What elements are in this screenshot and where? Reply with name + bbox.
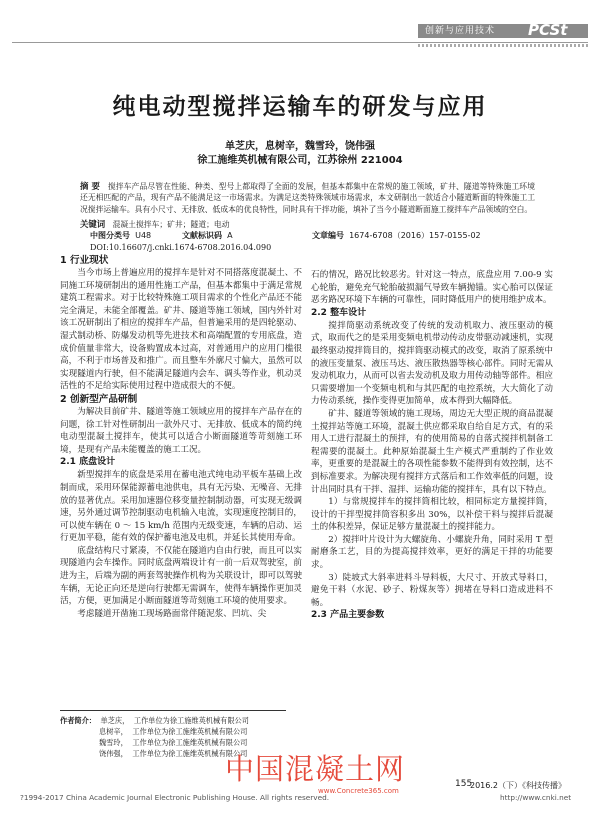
- paragraph: 新型搅拌车的底盘是采用在蓄电池式纯电动平板车基础上改制而成，采用环保能源蓄电池供电，具有无污染、无噪音、无排放的显著优点。采用加速器位移变量控制制动器，可实现无级调速，另外通过调节控制驱动电机输入电流，实现速度控制目的，可以使车辆在 0 ～ 15 km/h 范围内无级变速，车辆的启动、运行更加平稳，能有效的保护蓄电池及电机，并延长其使用寿命。: [60, 470, 302, 544]
- footnote-name: 魏雪玲，: [99, 738, 128, 747]
- footnote-unit: 工作单位为徐工施维英机械有限公司: [132, 727, 248, 736]
- paragraph: 矿井、隧道等领域的施工现场，周边无大型正规的商品混凝土搅拌站等施工环境，混凝土供应都采取自给自足方式，有的采用人工进行混凝土的预拌，有的使用简易的自落式搅拌机制备工程需要的混凝土。此种原始混凝土生产模式严重制约了作业效率，更重要的是混凝土的各项性能参数不能得到有效控制，达不到标准要求。为解决现有搅拌方式落后和工作效率低的问题，设计出同时具有干拌、湿拌、运输功能的搅拌车，具有以下特点。: [311, 408, 553, 495]
- paragraph: 2）搅拌叶片设计为大螺旋角、小螺旋升角，同时采用 T 型耐磨条工艺，目的为提高搅拌效率，更好的满足干拌的功能要求。: [311, 534, 553, 571]
- article-label: 文章编号: [312, 231, 344, 240]
- doi: DOI:10.16607/j.cnki.1674-6708.2016.04.090: [90, 243, 272, 252]
- watermark-url: www.Concrete365.com: [318, 787, 399, 795]
- heading-chassis: 2.1 底盘设计: [60, 457, 116, 468]
- footnote-row: [60, 726, 320, 737]
- abstract: [80, 181, 535, 215]
- abstract-text: 搅拌车产品尽管在性能、种类、型号上都取得了全面的发展，但基本都集中在常规的施工领域，矿井、隧道等特殊施工环境还无相匹配的产品，现有产品不能满足这一市场需求。为满足这类特殊领域市场需求，本文研制出一款适合小隧道断面的特殊施工工况搅拌运输车。具有小尺寸、无排放、低成本的优良特性，同时具有干拌功能，填补了当今小隧道断面施工搅拌车产品领域的空白。: [80, 182, 535, 214]
- footnote-row: [60, 715, 320, 726]
- header-pattern: [418, 44, 588, 47]
- paragraph: 当今市场上普遍应用的搅拌车是针对不同搭落度混凝土、不同施工环境研制出的通用性施工产品，但基本都集中于满足常规建筑工程需求。对于比较特殊施工项目需求的个性化产品还不能完全满足，未能全部覆盖。矿井、隧道等施工领域，国内外针对该工况研制出了相应的搅拌车产品，但普遍采用的是四轮驱动、湿式制动桥、防爆发动机等先进技术和高端配置的专用底盘，造成价值量非常大，设备购置成本过高，对普通用户的应用门槛很高，不利于市场普及和推广。而且整车外廓尺寸偏大，虽然可以实现隧道内行驶，但不能满足隧道内会车、调头等作业，机动灵活性的不足给实际使用过程中造成很大的不便。: [60, 268, 302, 392]
- article-number: [312, 230, 481, 242]
- heading-parameters: 2.3 产品主要参数: [311, 610, 385, 621]
- keywords: [80, 219, 535, 230]
- keywords-label: 关键词: [80, 219, 106, 229]
- copyright-notice: ?1994-2017 China Academic Journal Electronic Publishing House. All rights reserved.: [20, 793, 330, 802]
- authors: 单芝庆，息树辛，魏雪玲，饶伟强: [225, 141, 375, 152]
- footnote-row: [60, 737, 320, 748]
- heading-vehicle-design: 2.2 整车设计: [311, 307, 367, 318]
- heading-industry-status: 1 行业现状: [60, 255, 109, 266]
- article-value: 1674-6708（2016）157-0155-02: [349, 231, 481, 240]
- footnote-divider: [60, 710, 286, 711]
- clc-value: U48: [135, 231, 152, 240]
- clc-code: [90, 230, 151, 242]
- watermark: 中国混凝土网: [225, 752, 406, 786]
- paragraph: 3）陡坡式大斜率进料斗导料板，大尺寸、开放式导料口，避免干料（水泥、砂子、粉煤灰等）拥堵在导料口造成进料不畅。: [311, 572, 553, 608]
- page-number: 155: [455, 779, 473, 789]
- doc-label: 文献标识码: [182, 231, 222, 240]
- article-title: 纯电动型搅拌运输车的研发与应用: [112, 93, 488, 120]
- doc-code: [182, 230, 233, 242]
- footnote-name: 单芝庆，: [100, 716, 130, 725]
- abstract-label: 摘 要: [80, 181, 101, 191]
- right-column: [311, 269, 553, 622]
- doc-value: A: [227, 231, 233, 240]
- keywords-text: 混凝土搅拌车；矿井；隧道；电动: [112, 220, 230, 229]
- paragraph: 搅拌筒驱动系统改变了传统的发动机取力、液压驱动的模式，取而代之的是采用变频电机带动传动皮带驱动减速机，实现最终驱动搅拌筒目的，搅拌筒驱动模式的改变，取消了原系统中的液压变量泵、液压马达、液压散热器等核心部件。同时无需从发动机取力，从而可以省去发动机及取力用传动轴等部件。相应只需要增加一个变频电机和与其匹配的电控系统，大大简化了动力传动系统，操作变得更加简单，成本得到大幅降低。: [311, 320, 553, 407]
- footnote-unit: 工作单位为徐工施维英机械有限公司: [132, 749, 248, 758]
- paragraph: 考虑隧道开凿施工现场路面常伴随泥浆、凹坑、尖: [77, 608, 267, 619]
- section-label: 创新与应用技术: [425, 26, 496, 36]
- footnote-unit: 工作单位为徐工施维英机械有限公司: [132, 738, 248, 747]
- clc-label: 中图分类号: [90, 231, 130, 240]
- cnki-site: http://www.cnki.net: [500, 793, 572, 802]
- journal-issue: 2016.2（下）《科技传播》: [470, 781, 566, 790]
- heading-innovation: 2 创新型产品研制: [60, 393, 138, 405]
- left-column: [60, 254, 302, 620]
- paragraph: 为解决目前矿井、隧道等施工领域应用的搅拌车产品存在的问题，徐工针对性研制出一款外尺寸、无排放、低成本的简约纯电动型混凝土搅拌车，使其可以适合小断面隧道等苛刻施工环境，是现有产品未能覆盖的施工工况。: [60, 406, 302, 455]
- journal-logo: PCSt: [528, 21, 568, 39]
- footnote-name: 息树辛，: [99, 727, 128, 736]
- footnote-unit: 工作单位为徐工施维英机械有限公司: [133, 716, 249, 725]
- paragraph: 底盘结构尺寸紧凑，不仅能在隧道内自由行驶，而且可以实现隧道内会车操作。同时底盘两端设计有一前一后双驾驶室，前进为主，后端为副的两套驾驶操作机构为关联设计，即可以驾驶车辆，无论正向还是逆向行驶都无需调车，使得车辆操作更加灵活，方便，更加满足小断面隧道等苛刻施工环境的使用要求。: [60, 545, 302, 607]
- header-divider: [12, 42, 588, 43]
- affiliation: 徐工施维英机械有限公司，江苏徐州 221004: [197, 155, 403, 166]
- footnote-label: 作者简介：: [60, 716, 96, 725]
- paragraph: 石的情况，路况比较恶劣。针对这一特点，底盘应用 7.00-9 实心轮胎，避免充气轮胎破损漏气导致车辆抛锚。实心胎可以保证恶劣路况环境下车辆的可靠性，同时降低用户的使用维护成本。: [311, 270, 553, 306]
- paragraph: 1）与常规搅拌车的搅拌筒相比较，相同标定方量搅拌筒，设计的干拌型搅拌筒容积多出 30%，以补偿干料与搅拌后混凝土的体积差异，保证足够方量混凝土的搅拌能力。: [311, 497, 553, 533]
- footnote-name: 饶伟强，: [99, 749, 128, 758]
